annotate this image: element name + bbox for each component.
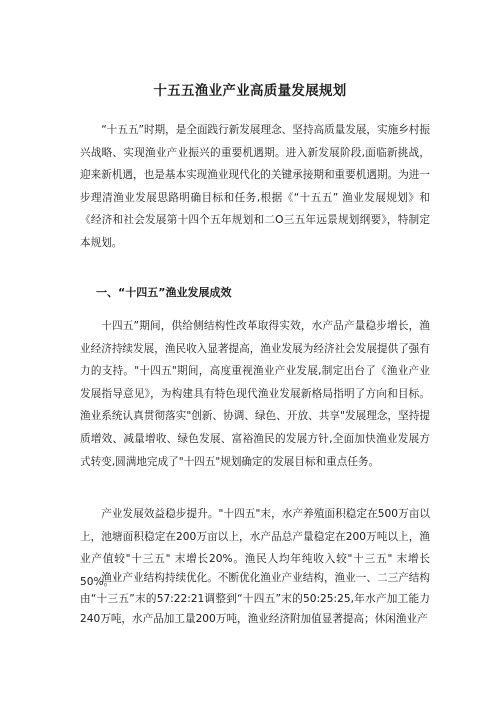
achievements-paragraph: 十四五”期间，供给侧结构性改革取得实效，水产品产量稳步增长，渔业经济持续发展，渔民收入显著提高，渔业发展为经济社会发展提供了强有力的支持。"十四五"期间，高度重视渔业产业发展,制定出台了《渔业产业发展指导意见》，为构建具有特色现代渔业发展新格局指明了方向和目标。渔业系统认真贯彻落实"创新、协调、绿色、开放、共享"发展理念，坚持提质增效、减量增收、绿色发展、富裕渔民的发展方针,全面加快渔业发展方式转变,圆满地完成了"十四五"规划确定的发展目标和重点任务。 — [80, 320, 430, 468]
structure-paragraph: 渔业产业结构持续优化。不断优化渔业产业结构，渔业一、二三产结构由“十三五”末的57:22:21调整到“十四五”末的50:25:25,年水产加工能力240万吨，水产品加工量200万吨，渔业经济附加值显著提高；休闲渔业产 — [80, 572, 430, 625]
section-heading: 一、“十四五”渔业发展成效 — [96, 286, 232, 299]
benefits-paragraph: 产业发展效益稳步提升。"十四五"末，水产养殖面积稳定在500万亩以上，池塘面积稳定在200万亩以上，水产品总产量稳定在200万吨以上，渔业产值较"十三五" 末增长20%。渔民人均年纯收入较"十三五" 末增长50%。 — [80, 508, 430, 588]
document-title: 十五五渔业产业高质量发展规划 — [153, 83, 347, 100]
intro-paragraph: “十五五”时期，是全面践行新发展理念、坚持高质量发展，实施乡村振兴战略、实现渔业产业振兴的重要机遇期。进入新发展阶段,面临新挑战，迎来新机遇，也是基本实现渔业现代化的关键承接期和重要机遇期。为进一步理清渔业发展思路明确目标和任务,根据《“十五五” 渔业发展规划》和《经济和社会发展第十四个五年规划和二O三五年远景规划纲要》，特制定本规划。 — [80, 124, 430, 249]
